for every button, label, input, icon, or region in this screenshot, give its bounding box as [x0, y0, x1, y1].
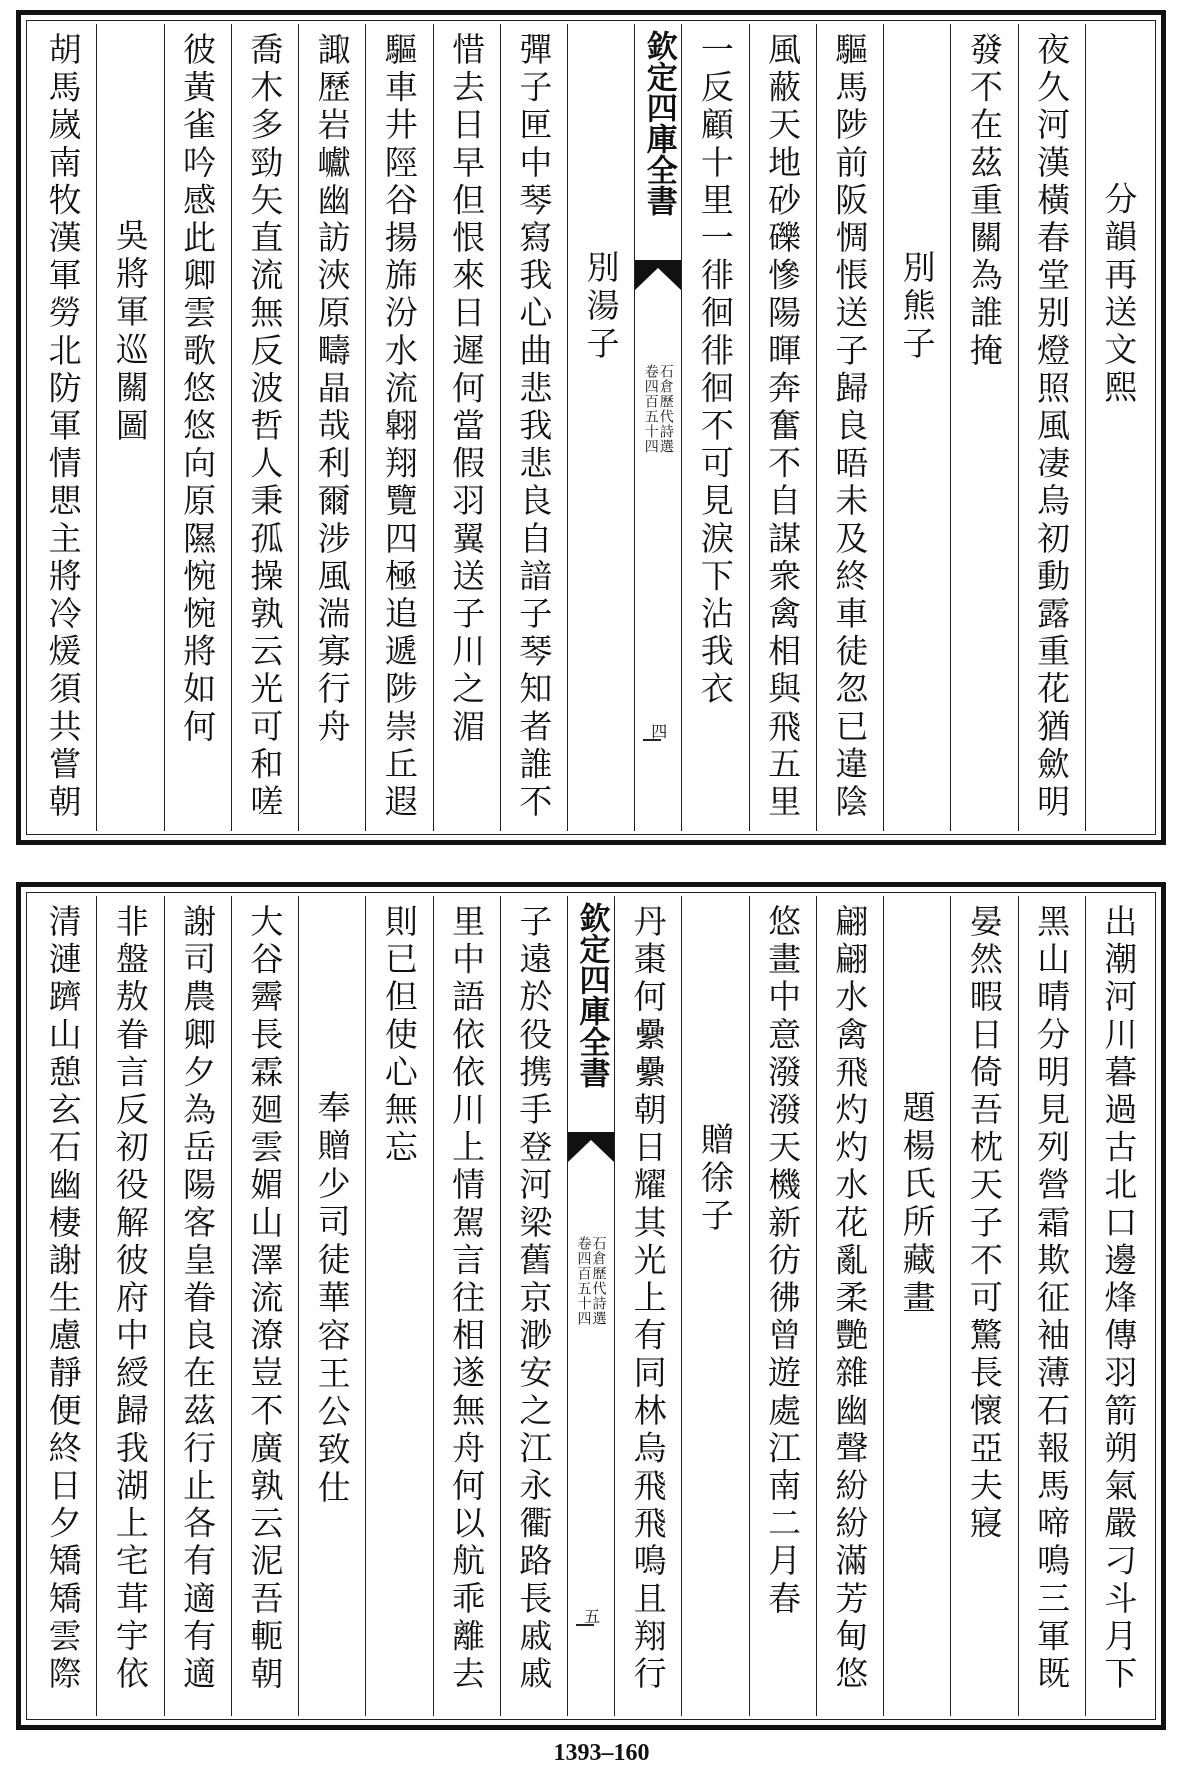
- fish-tail-mark: [635, 260, 681, 290]
- text-column: [951, 24, 1018, 831]
- text-column: [434, 24, 501, 831]
- text-column: [1086, 24, 1152, 831]
- text-column: [1019, 24, 1086, 831]
- poem-title: 奉贈少司徒華容王公致仕: [312, 1014, 352, 1508]
- poem-line: 大谷霽長霖廻雲媚山澤流潦豈不廣孰云泥吾軛朝: [245, 904, 285, 1694]
- text-column: [884, 896, 951, 1716]
- poem-line: 彈子匣中琴寫我心曲悲我悲良自諳子琴知者誰不: [514, 32, 554, 822]
- top-page-columns: [30, 24, 1152, 831]
- poem-line: 里中語依依川上情駕言往相遂無舟何以航乖離去: [447, 904, 487, 1694]
- text-column: [501, 896, 568, 1716]
- text-column: [366, 24, 433, 831]
- page-footer-code: 1393–160: [553, 1740, 650, 1766]
- text-column: [817, 896, 884, 1716]
- volume-number: 卷四百五十四: [642, 364, 659, 454]
- poem-line: 謝司農卿夕為岳陽客皇眷良在茲行止各有適有適: [178, 904, 218, 1694]
- poem-line: 清漣躋山憩玄石幽棲謝生慮靜便終日夕矯矯雲際: [43, 904, 83, 1694]
- book-title: 欽定四庫全書: [640, 30, 677, 216]
- text-column: [165, 896, 232, 1716]
- anthology-name: 石倉歷代詩選: [590, 1236, 607, 1326]
- poem-title: 別熊子: [897, 174, 937, 364]
- text-column: [750, 24, 817, 831]
- folio-rule: [643, 739, 661, 741]
- folio-number: 四: [648, 723, 668, 739]
- text-column: [682, 896, 749, 1716]
- poem-line: 悠畫中意潑潑天機新彷彿曾遊處江南二月春: [763, 904, 803, 1619]
- text-column: [299, 896, 366, 1716]
- text-column: [1086, 896, 1152, 1716]
- book-title: 欽定四庫全書: [573, 902, 610, 1088]
- text-column: [501, 24, 568, 831]
- text-column: [434, 896, 501, 1716]
- volume-info: [644, 364, 673, 454]
- text-column: [366, 896, 433, 1716]
- text-column: [97, 24, 164, 831]
- poem-line: 子遠於役携手登河梁舊京渺安之江永衢路長戚戚: [514, 904, 554, 1694]
- text-column: [1019, 896, 1086, 1716]
- poem-line: 驅馬陟前阪惆悵送子歸良晤未及終車徒忽已違陰: [830, 32, 870, 822]
- text-column: [30, 24, 97, 831]
- volume-number: 卷四百五十四: [575, 1236, 592, 1326]
- poem-line: 胡馬嵗南牧漢軍勞北防軍情愳主將冷煖須共嘗朝: [43, 32, 83, 822]
- poem-line: 翩翩水禽飛灼灼水花亂柔艷雜幽聲紛紛滿芳甸悠: [830, 904, 870, 1694]
- poem-line: 諏歷岩巘幽訪浹原疇晶哉利爾涉風湍寡行舟: [312, 32, 352, 747]
- poem-title: 分韻再送文熙: [1099, 144, 1139, 408]
- text-column: [232, 24, 299, 831]
- poem-title: 別湯子: [581, 174, 621, 364]
- folio-number: 五: [581, 1608, 601, 1624]
- poem-title: 題楊氏所藏畫: [897, 1014, 937, 1318]
- text-column: [615, 896, 682, 1716]
- text-column: [299, 24, 366, 831]
- top-page: [16, 10, 1166, 845]
- text-column: [30, 896, 97, 1716]
- poem-line: 出潮河川暮過古北口邊烽傳羽箭朔氣嚴刁斗月下: [1099, 904, 1139, 1694]
- fold-center-column: [568, 896, 615, 1716]
- poem-title: 贈徐子: [695, 1046, 735, 1236]
- poem-line: 晏然暇日倚吾枕天子不可驚長懷亞夫寢: [964, 904, 1004, 1544]
- poem-line: 發不在茲重關為誰掩: [964, 32, 1004, 371]
- text-column: [568, 24, 635, 831]
- poem-line: 喬木多勁矢直流無反波哲人秉孤操孰云光可和嗟: [245, 32, 285, 822]
- poem-line: 風蔽天地砂礫慘陽暉奔奮不自謀衆禽相與飛五里: [763, 32, 803, 822]
- text-column: [97, 896, 164, 1716]
- anthology-name: 石倉歷代詩選: [657, 364, 674, 454]
- text-column: [951, 896, 1018, 1716]
- text-column: [817, 24, 884, 831]
- text-column: [232, 896, 299, 1716]
- poem-line: 黑山晴分明見列營霜欺征袖薄石報馬啼鳴三軍既: [1032, 904, 1072, 1694]
- poem-line: 惜去日早但恨來日遲何當假羽翼送子川之湄: [447, 32, 487, 747]
- text-column: [165, 24, 232, 831]
- poem-line: 丹棗何纍纍朝日耀其光上有同林烏飛飛鳴且翔行: [628, 904, 668, 1694]
- text-column: [682, 24, 749, 831]
- poem-line: 夜久河漢橫春堂别燈照風凄烏初動露重花猶歛明: [1032, 32, 1072, 822]
- poem-line: 彼黃雀吟感此卿雲歌悠悠向原隰惋惋將如何: [178, 32, 218, 747]
- text-column: [884, 24, 951, 831]
- poem-title: 吳將軍巡關圖: [110, 142, 150, 446]
- bottom-page: [16, 882, 1166, 1730]
- fish-tail-mark: [568, 1132, 614, 1162]
- folio-rule: [576, 1624, 594, 1626]
- fold-center-column: [635, 24, 682, 831]
- bottom-page-columns: [30, 896, 1152, 1716]
- poem-line: 則已但使心無忘: [379, 904, 419, 1168]
- volume-info: [577, 1236, 606, 1326]
- poem-line: 驅車井陘谷揚旆汾水流翺翔覽四極追遞陟崇丘遐: [379, 32, 419, 822]
- poem-line: 非盤敖眷言反初役解彼府中綬歸我湖上宅茸宇依: [110, 904, 150, 1694]
- text-column: [750, 896, 817, 1716]
- poem-line: 一反顧十里一徘徊徘徊不可見淚下沾我衣: [695, 32, 735, 709]
